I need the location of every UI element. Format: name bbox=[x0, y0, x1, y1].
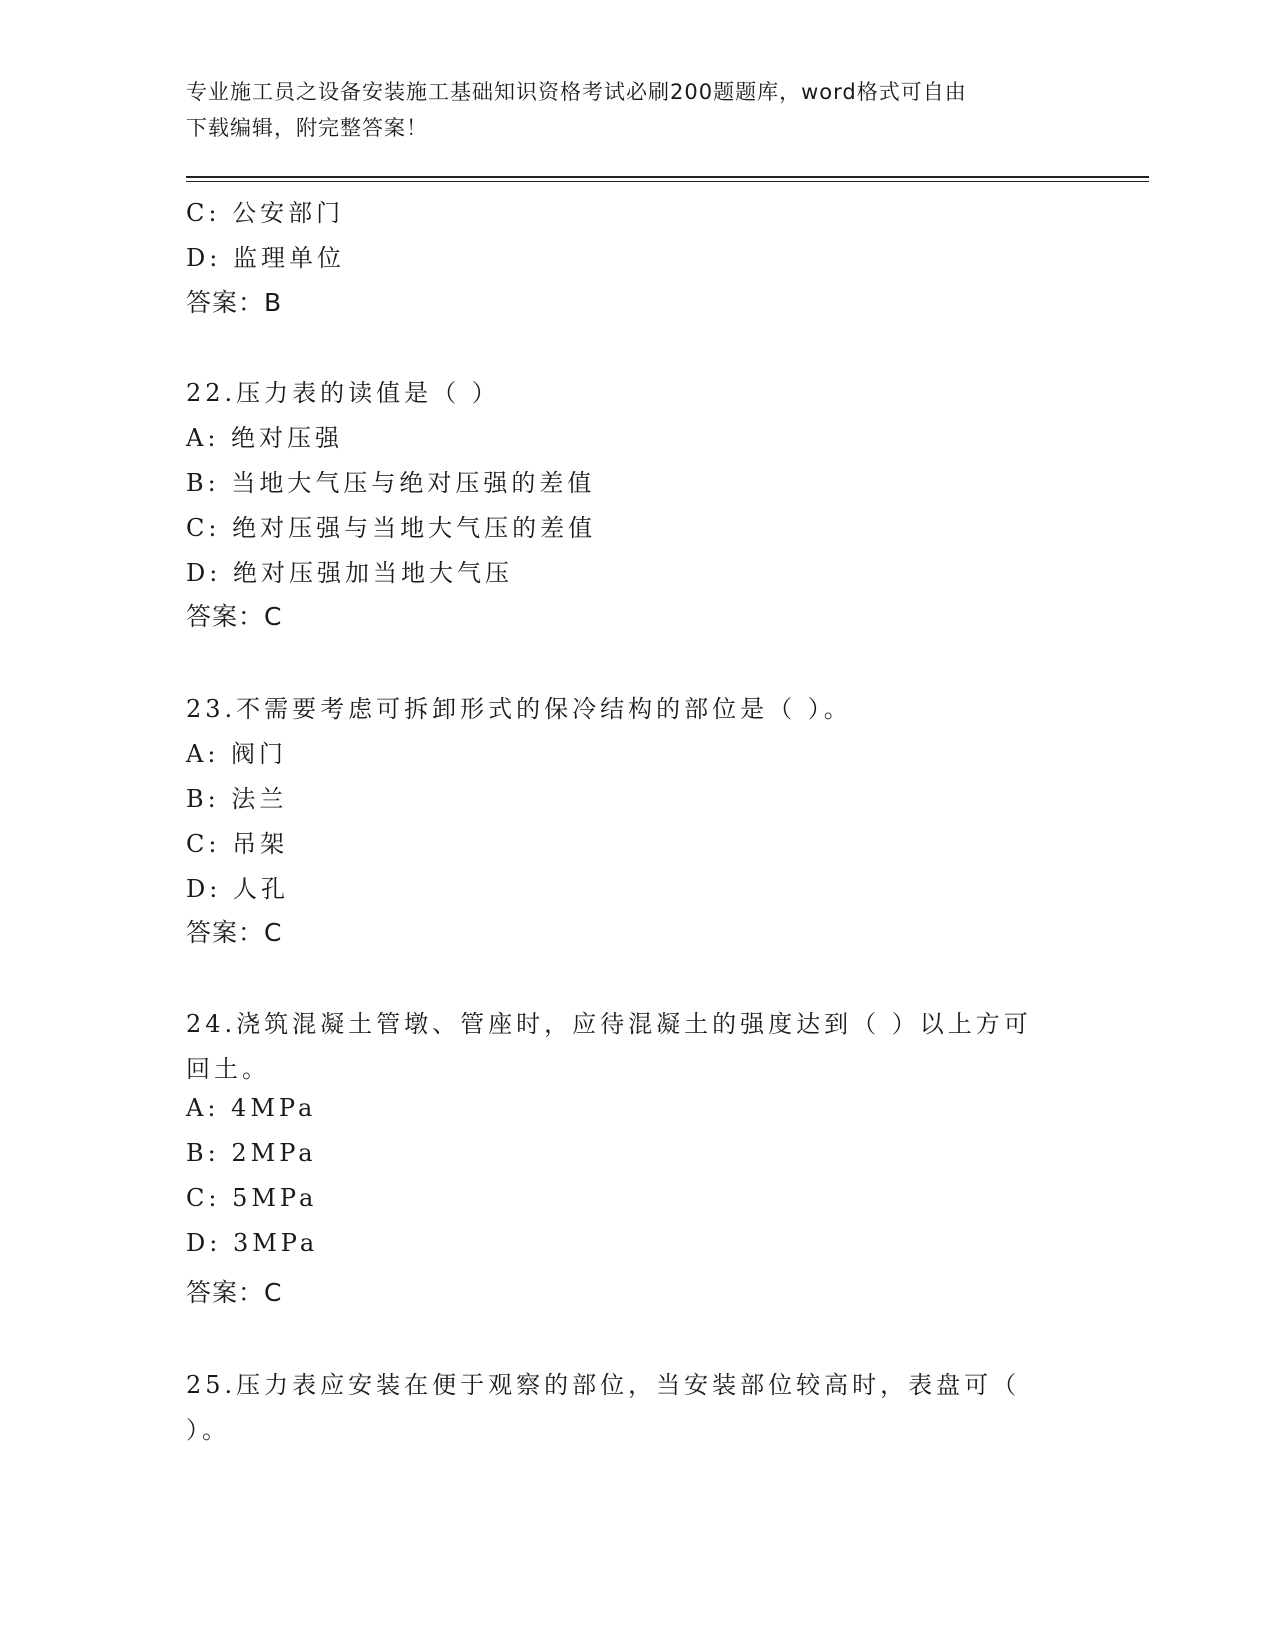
q21-option-c: C: 公安部门 bbox=[186, 199, 345, 227]
q23-option-c: C: 吊架 bbox=[186, 830, 289, 858]
q24-answer: 答案：C bbox=[186, 1278, 283, 1307]
q22-option-c: C: 绝对压强与当地大气压的差值 bbox=[186, 514, 597, 542]
q23-answer: 答案：C bbox=[186, 918, 283, 947]
q23-option-a: A: 阀门 bbox=[186, 740, 288, 768]
q23-stem: 23.不需要考虑可拆卸形式的保冷结构的部位是（ ）。 bbox=[186, 695, 852, 723]
header-rule-thin bbox=[186, 181, 1149, 182]
header-rule-thick bbox=[186, 176, 1149, 178]
q23-option-d: D: 人孔 bbox=[186, 875, 289, 903]
q22-stem: 22.压力表的读值是（ ） bbox=[186, 379, 500, 407]
header-line-2: 下载编辑，附完整答案！ bbox=[186, 116, 428, 140]
q24-option-c: C: 5MPa bbox=[186, 1184, 318, 1212]
q24-option-a: A: 4MPa bbox=[186, 1094, 317, 1122]
q22-answer: 答案：C bbox=[186, 602, 283, 631]
q22-option-a: A: 绝对压强 bbox=[186, 424, 344, 452]
q24-stem-line-1: 24.浇筑混凝土管墩、管座时，应待混凝土的强度达到（ ）以上方可 bbox=[186, 1010, 1032, 1038]
q24-option-b: B: 2MPa bbox=[186, 1139, 317, 1167]
q22-option-d: D: 绝对压强加当地大气压 bbox=[186, 559, 513, 587]
q25-stem-line-1: 25.压力表应安装在便于观察的部位，当安装部位较高时，表盘可（ bbox=[186, 1371, 1021, 1399]
q24-option-d: D: 3MPa bbox=[186, 1229, 319, 1257]
q23-option-b: B: 法兰 bbox=[186, 785, 288, 813]
q21-answer: 答案：B bbox=[186, 288, 283, 317]
q22-option-b: B: 当地大气压与绝对压强的差值 bbox=[186, 469, 596, 497]
q25-stem-line-2: ）。 bbox=[186, 1416, 230, 1444]
document-header bbox=[186, 74, 1086, 146]
q24-stem-line-2: 回土。 bbox=[186, 1055, 270, 1083]
header-line-1: 专业施工员之设备安装施工基础知识资格考试必刷200题题库，word格式可自由 bbox=[186, 80, 967, 104]
q21-option-d: D: 监理单位 bbox=[186, 244, 345, 272]
